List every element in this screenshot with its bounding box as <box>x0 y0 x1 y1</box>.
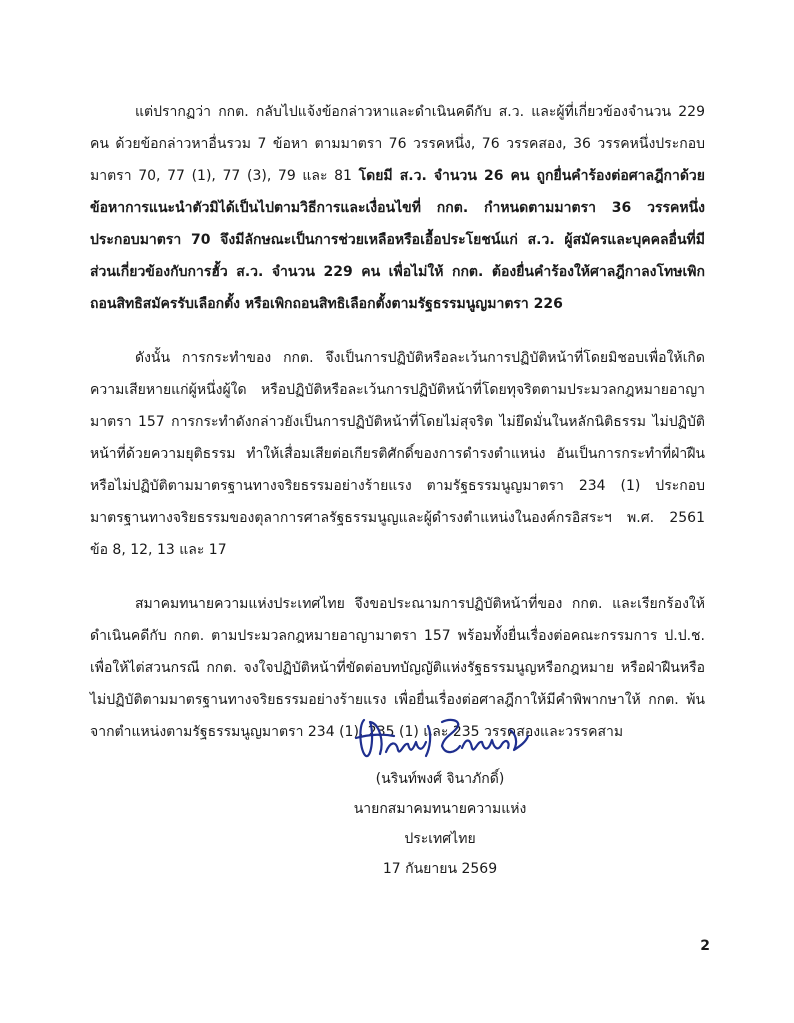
paragraph-1-bold-text: โดยมี ส.ว. จำนวน 26 คน ถูกยื่นคำร้องต่อศาลฎีกาด้วยข้อหาการแนะนำตัวมิได้เป็นไปตามวิธีการและเงื่อนไขที่ กกต. กำหนดตามมาตรา 36 วรรคหนึ่ง ประกอบมาตรา 70 จึงมีลักษณะเป็นการช่วยเหลือหรือเอื้อประโยชน์แก่ ส.ว. ผู้สมัครและบุคคลอื่นที่มีส่วนเกี่ยวข้องกับการฮั้ว ส.ว. จำนวน 229 คน เพื่อไม่ให้ กกต. ต้องยื่นคำร้องให้ศาลฎีกาลงโทษเพิกถอนสิทธิสมัครรับเลือกตั้ง หรือเพิกถอนสิทธิเลือกตั้งตามรัฐธรรมนูญมาตรา 226 <box>90 168 705 312</box>
letter-body <box>90 96 705 770</box>
paragraph-1-text: แต่ปรากฏว่า กกต. กลับไปแจ้งข้อกล่าวหาและดำเนินคดีกับ ส.ว. และผู้ที่เกี่ยวข้องจำนวน 229 คน ด้วยข้อกล่าวหาอื่นรวม 7 ข้อหา ตามมาตรา 76 วรรคหนึ่ง, 76 วรรคสอง, 36 วรรคหนึ่งประกอบมาตรา 70, 77 (1), 77 (3), 79 และ 81 <box>90 104 705 184</box>
signatory-position: นายกสมาคมทนายความแห่งประเทศไทย <box>353 801 527 847</box>
paragraph-3-text: สมาคมทนายความแห่งประเทศไทย จึงขอประณามการปฏิบัติหน้าที่ของ กกต. และเรียกร้องให้ดำเนินคดีกับ กกต. ตามประมวลกฎหมายอาญามาตรา 157 พร้อมทั้งยื่นเรื่องต่อคณะกรรมการ ป.ป.ช. เพื่อให้ไต่สวนกรณี กกต. จงใจปฏิบัติหน้าที่ขัดต่อบทบัญญัติแห่งรัฐธรรมนูญหรือกฎหมาย หรือฝ่าฝืนหรือไม่ปฏิบัติตามมาตรฐานทางจริยธรรมอย่างร้ายแรง เพื่อยื่นเรื่องต่อศาลฎีกาให้มีคำพิพากษาให้ กกต. พ้นจากตำแหน่งตามรัฐธรรมนูญมาตรา 234 (1), 235 (1) และ 235 วรรคสองและวรรคสาม <box>90 596 705 740</box>
paragraph-2 <box>90 342 705 566</box>
page-number: 2 <box>700 938 710 954</box>
signatory-name: (นรินท์พงศ์ จินาภักดิ์) <box>375 771 505 787</box>
signature-block <box>320 712 560 884</box>
handwritten-signature <box>350 712 530 764</box>
letter-date: 17 กันยายน 2569 <box>382 861 498 877</box>
paragraph-1 <box>90 96 705 320</box>
paragraph-2-text: ดังนั้น การกระทำของ กกต. จึงเป็นการปฏิบัติหรือละเว้นการปฏิบัติหน้าที่โดยมิชอบเพื่อให้เกิดความเสียหายแก่ผู้หนึ่งผู้ใด หรือปฏิบัติหรือละเว้นการปฏิบัติหน้าที่โดยทุจริตตามประมวลกฎหมายอาญา มาตรา 157 การกระทำดังกล่าวยังเป็นการปฏิบัติหน้าที่โดยไม่สุจริต ไม่ยึดมั่นในหลักนิติธรรม ไม่ปฏิบัติหน้าที่ด้วยความยุติธรรม ทำให้เสื่อมเสียต่อเกียรติศักดิ์ของการดำรงตำแหน่ง อันเป็นการกระทำที่ฝ่าฝืนหรือไม่ปฏิบัติตามมาตรฐานทางจริยธรรมอย่างร้ายแรง ตามรัฐธรรมนูญมาตรา 234 (1) ประกอบมาตรฐานทางจริยธรรมของตุลาการศาลรัฐธรรมนูญและผู้ดำรงตำแหน่งในองค์กรอิสระฯ พ.ศ. 2561 ข้อ 8, 12, 13 และ 17 <box>90 350 705 558</box>
